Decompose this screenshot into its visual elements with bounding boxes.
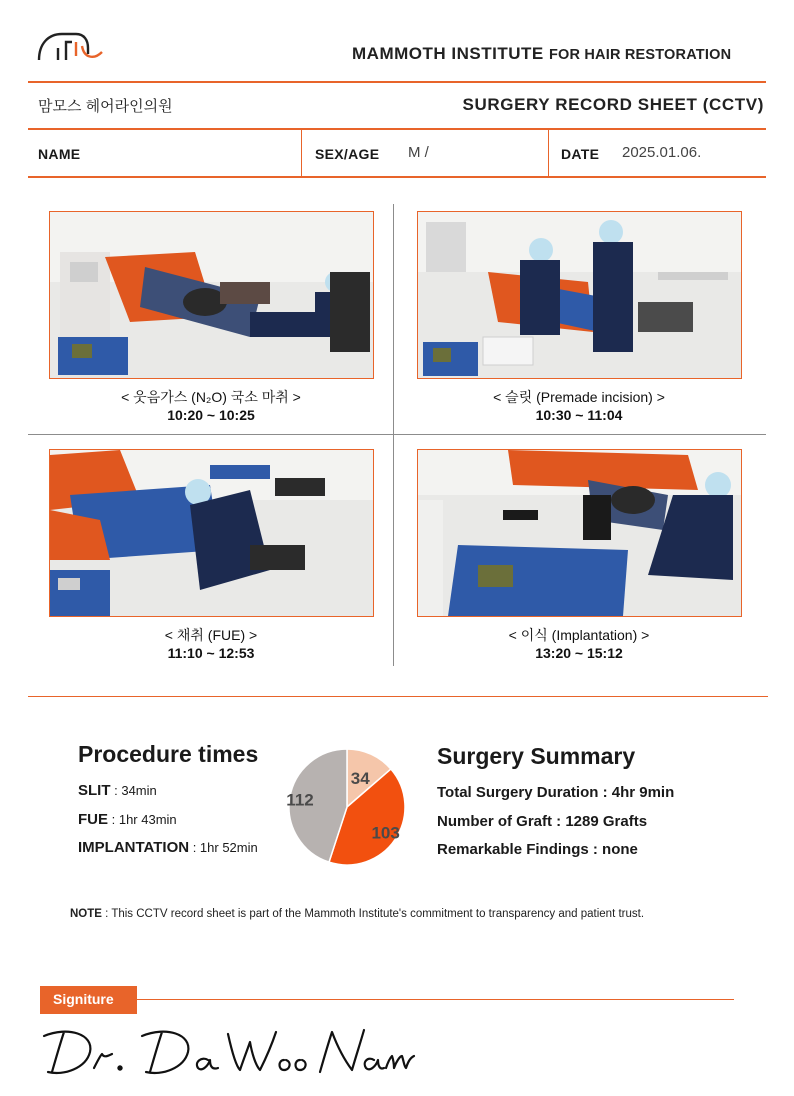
handwritten-signature (38, 1022, 418, 1084)
caption-time: 10:30 ~ 11:04 (535, 407, 623, 423)
sex-age-value: M / (408, 144, 429, 161)
date-label: DATE (561, 146, 600, 162)
note-text: : This CCTV record sheet is part of the Mammoth Institute's commitment to transparency and patient trust. (101, 908, 645, 920)
procedure-value: : 34min (110, 783, 157, 798)
procedure-label: FUE (78, 811, 108, 828)
divider-title (28, 128, 766, 130)
note (70, 908, 644, 920)
procedure-pie-chart (284, 744, 410, 870)
brand-sub: FOR HAIR RESTORATION (548, 47, 732, 63)
caption-title: < 웃음가스 (N₂O) 국소 마취 > (121, 389, 301, 405)
caption-title: < 채취 (FUE) > (164, 627, 258, 643)
procedure-item-slit (78, 782, 157, 799)
caption-title: < 슬릿 (Premade incision) > (493, 389, 665, 405)
grid-divider-horizontal (28, 434, 766, 435)
procedure-item-fue (78, 811, 177, 828)
surgery-summary-title: Surgery Summary (437, 743, 636, 769)
brand-main: MAMMOTH INSTITUTE (352, 44, 544, 63)
clinic-name-kr: 맘모스 헤어라인의원 (38, 98, 173, 115)
procedure-value: : 1hr 52min (189, 840, 258, 855)
photo-caption (46, 626, 376, 662)
slice-label-fue: 103 (371, 823, 400, 843)
grid-divider-vertical (393, 204, 394, 666)
mammoth-logo (36, 28, 106, 64)
cctv-photo-slit (417, 211, 742, 379)
procedure-item-implantation (78, 839, 258, 856)
photo-caption (414, 388, 744, 424)
signature-scribble (38, 1022, 418, 1084)
caption-time: 13:20 ~ 15:12 (535, 645, 623, 661)
procedure-value: : 1hr 43min (108, 812, 177, 827)
separator (548, 129, 549, 176)
divider-photos (28, 696, 768, 697)
cctv-photo-implantation (417, 449, 742, 617)
mammoth-logo-icon (36, 28, 106, 64)
photo-caption (46, 388, 376, 424)
name-label: NAME (38, 146, 81, 162)
slice-label-slit: 34 (350, 768, 370, 788)
cctv-photo-fue (49, 449, 374, 617)
slice-label-implantation: 112 (286, 790, 314, 810)
date-value: 2025.01.06. (622, 144, 702, 161)
photo-caption (414, 626, 744, 662)
caption-time: 11:10 ~ 12:53 (167, 645, 255, 661)
procedure-times-title: Procedure times (78, 741, 259, 767)
pie-chart-svg (284, 744, 410, 870)
separator (301, 129, 302, 176)
procedure-label: SLIT (78, 782, 111, 799)
brand-name (352, 44, 731, 64)
sheet-title: SURGERY RECORD SHEET (CCTV) (462, 95, 764, 114)
caption-title: < 이식 (Implantation) > (508, 627, 650, 643)
note-label: NOTE (70, 908, 102, 920)
divider-top (28, 81, 766, 83)
summary-findings: Remarkable Findings : none (437, 841, 638, 858)
caption-time: 10:20 ~ 10:25 (167, 407, 255, 423)
sex-age-label: SEX/AGE (315, 146, 380, 162)
signature-tab: Signiture (40, 986, 137, 1014)
divider-patient (28, 176, 766, 178)
summary-graft-count: Number of Graft : 1289 Grafts (437, 813, 648, 830)
cctv-photo-anesthesia (49, 211, 374, 379)
signature-line (137, 999, 734, 1000)
procedure-label: IMPLANTATION (78, 839, 190, 856)
summary-total-duration: Total Surgery Duration : 4hr 9min (437, 784, 675, 801)
